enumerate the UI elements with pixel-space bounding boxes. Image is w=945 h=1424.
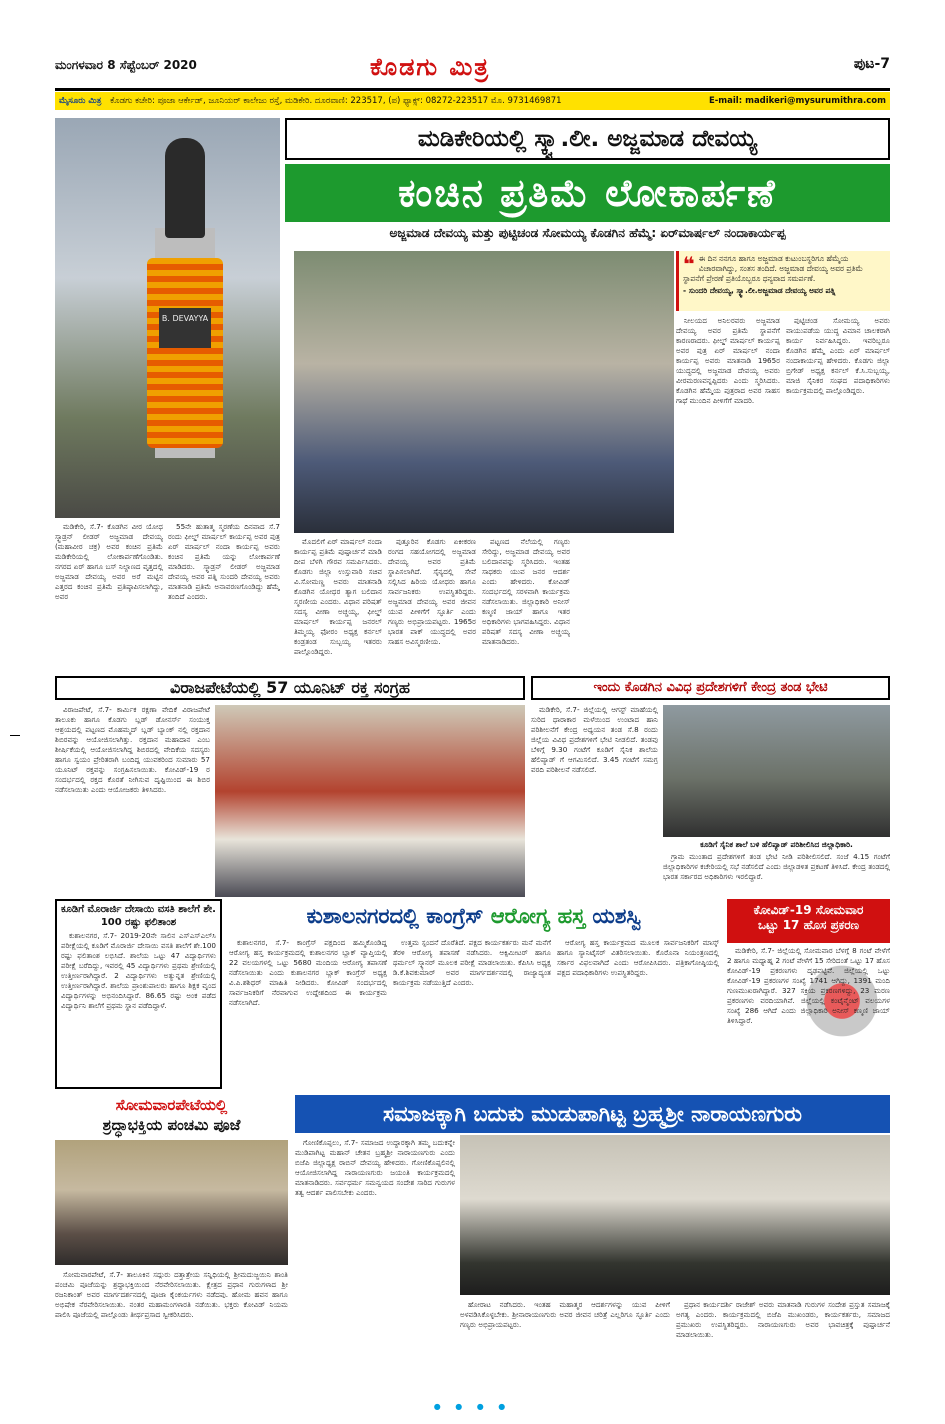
masthead-rule xyxy=(55,88,890,91)
temple-headline-2: ಶ್ರದ್ಧಾಭಕ್ತಿಯ ಪಂಚಮಿ ಪೂಜೆ xyxy=(102,1116,241,1134)
strip-email[interactable]: E-mail: madikeri@mysurumithra.com xyxy=(708,96,886,106)
lead-headline: ಕಂಚಿನ ಪ್ರತಿಮೆ ಲೋಕಾರ್ಪಣೆ xyxy=(285,164,890,222)
team-column-2: ಗ್ರಾಮ ಮುಂತಾದ ಪ್ರದೇಶಗಳಿಗೆ ತಂಡ ಭೇಟಿ ನೀಡಿ ಪರಿಶೀಲಿಸಲಿದೆ. ಸಂಜೆ 4.15 ಗಂಟೆಗೆ ಜಿಲ್ಲಾಧಿಕಾರಿಗಳ ಕಚೇರಿಯಲ್ಲಿ ಸಭೆ ನಡೆಸಲಿದೆ ಎಂದು ಜಿಲ್ಲಾಡಳಿತ ಪ್ರಕಟಣೆ ತಿಳಿಸಿದೆ. ಕೇಂದ್ರ ತಂಡದಲ್ಲಿ ಭಾರತ ಸರ್ಕಾರದ ಅಧಿಕಾರಿಗಳು ಇರಲಿದ್ದಾರೆ. xyxy=(663,852,890,881)
covid-body: ಮಡಿಕೇರಿ, ಸೆ.7- ಜಿಲ್ಲೆಯಲ್ಲಿ ಸೋಮವಾರ ಬೆಳಗ್ಗೆ 8 ಗಂಟೆ ವೇಳೆಗೆ 2 ಹಾಗೂ ಮಧ್ಯಾಹ್ನ 2 ಗಂಟೆ ವೇಳೆಗೆ 15 ಸೇರಿದಂತೆ ಒಟ್ಟು 17 ಹೊಸ ಕೋವಿಡ್-19 ಪ್ರಕರಣಗಳು ದೃಢಪಟ್ಟಿವೆ. ಜಿಲ್ಲೆಯಲ್ಲಿ ಒಟ್ಟು ಕೋವಿಡ್-19 ಪ್ರಕರಣಗಳ ಸಂಖ್ಯೆ 1741 ಆಗಿದ್ದು, 1391 ಮಂದಿ ಗುಣಮುಖರಾಗಿದ್ದಾರೆ. 327 ಸಕ್ರಿಯ ಪ್ರಕರಣಗಳಿದ್ದು, 23 ಮರಣ ಪ್ರಕರಣಗಳು ವರದಿಯಾಗಿವೆ. ಜಿಲ್ಲೆಯಲ್ಲಿ ಕಂಟೈನ್ಮೆಂಟ್ ವಲಯಗಳ ಸಂಖ್ಯೆ 286 ಆಗಿದೆ ಎಂದು ಜಿಲ್ಲಾಧಿಕಾರಿ ಅನೀಸ್ ಕಣ್ಮಣಿ ಜಾಯ್ ತಿಳಿಸಿದ್ದಾರೆ. xyxy=(727,946,890,1025)
blood-headline: ವಿರಾಜಪೇಟೆಯಲ್ಲಿ 57 ಯೂನಿಟ್ ರಕ್ತ ಸಂಗ್ರಹ xyxy=(55,676,525,700)
masthead xyxy=(55,52,890,90)
team-column-1: ಮಡಿಕೇರಿ, ಸೆ.7- ಜಿಲ್ಲೆಯಲ್ಲಿ ಆಗಸ್ಟ್ ಮಾಹೆಯಲ್ಲಿ ಸುರಿದ ಧಾರಾಕಾರ ಮಳೆಯಿಂದ ಉಂಟಾದ ಹಾನಿ ಪರಿಶೀಲನೆಗೆ ಕೇಂದ್ರ ಅಧ್ಯಯನ ತಂಡ ಸೆ.8 ರಂದು ಜಿಲ್ಲೆಯ ವಿವಿಧ ಪ್ರದೇಶಗಳಿಗೆ ಭೇಟಿ ನೀಡಲಿದೆ. ತಂಡವು ಬೆಳಿಗ್ಗೆ 9.30 ಗಂಟೆಗೆ ಕೂಡಿಗೆ ಸೈನಿಕ ಶಾಲೆಯ ಹೆಲಿಪ್ಯಾಡ್ ಗೆ ಆಗಮಿಸಲಿದೆ. 3.45 ಗಂಟೆಗೆ ಸಮಗ್ರ ವರದಿ ಪರಿಶೀಲನೆ ನಡೆಸಲಿದೆ. xyxy=(531,705,658,774)
lead-column-7: ಪುಟ್ಟಿಚಂಡ ಸೋಮಯ್ಯ ಅವರು ವಾಯುಪಡೆಯ ಯುದ್ಧ ವಿಮಾನ ಚಾಲಕರಾಗಿ ಕಾರ್ಯ ನಿರ್ವಹಿಸಿದ್ದರು. ಇವರಿಬ್ಬರೂ ಕೊಡಗಿನ ಹೆಮ್ಮೆ ಎಂದು ಏರ್ ಮಾರ್ಷಲ್ ನಂದಾಕಾರ್ಯಪ್ಪ ಹೇಳಿದರು. ಕೊಡಗು ಜಿಲ್ಲಾ ಬ್ರಿಗೇಡ್ ಅಧ್ಯಕ್ಷ ಕರ್ನಲ್ ಕೆ.ಸಿ.ಸುಬ್ಬಯ್ಯ, ಮಾಜಿ ಸೈನಿಕರ ಸಂಘದ ಪದಾಧಿಕಾರಿಗಳು ಕಾರ್ಯಕ್ರಮದಲ್ಲಿ ಪಾಲ್ಗೊಂಡಿದ್ದರು. xyxy=(786,316,890,395)
school-body: ಕುಶಾಲನಗರ, ಸೆ.7- 2019-20ನೇ ಸಾಲಿನ ಎಸ್ಎಸ್ಎಲ್‌ಸಿ ಪರೀಕ್ಷೆಯಲ್ಲಿ ಕೂಡಿಗೆ ಮೊರಾರ್ಜಿ ದೇಸಾಯಿ ವಸತಿ ಶಾಲೆಗೆ ಶೇ.100 ರಷ್ಟು ಫಲಿತಾಂಶ ಲಭಿಸಿದೆ. ಶಾಲೆಯ ಒಟ್ಟು 47 ವಿದ್ಯಾರ್ಥಿಗಳು ಪರೀಕ್ಷೆ ಬರೆದಿದ್ದು, ಇವರಲ್ಲಿ 45 ವಿದ್ಯಾರ್ಥಿಗಳು ಪ್ರಥಮ ಶ್ರೇಣಿಯಲ್ಲಿ ಉತ್ತೀರ್ಣರಾಗಿದ್ದಾರೆ. 2 ವಿದ್ಯಾರ್ಥಿಗಳು ಅತ್ಯುನ್ನತ ಶ್ರೇಣಿಯಲ್ಲಿ ಉತ್ತೀರ್ಣರಾಗಿದ್ದಾರೆ. ಶಾಲೆಯ ಪ್ರಾಂಶುಪಾಲರು ಹಾಗೂ ಶಿಕ್ಷಕ ವೃಂದ ವಿದ್ಯಾರ್ಥಿಗಳನ್ನು ಅಭಿನಂದಿಸಿದ್ದಾರೆ. 86.65 ರಷ್ಟು ಅಂಕ ಪಡೆದ ವಿದ್ಯಾರ್ಥಿನಿ ಶಾಲೆಗೆ ಪ್ರಥಮ ಸ್ಥಾನ ಪಡೆದಿದ್ದಾಳೆ. xyxy=(61,931,216,1010)
camp-column-3: ಆರೋಗ್ಯ ಹಸ್ತ ಕಾರ್ಯಕ್ರಮದ ಮೂಲಕ ಸಾರ್ವಜನಿಕರಿಗೆ ಮಾಸ್ಕ್ ಹಾಗೂ ಸ್ಯಾನಿಟೈಸರ್ ವಿತರಿಸಲಾಯಿತು. ಕೊರೊನಾ ನಿಯಂತ್ರಣದಲ್ಲಿ ಸರ್ಕಾರ ವಿಫಲವಾಗಿದೆ ಎಂದು ಆರೋಪಿಸಿದರು. ಪತ್ರಿಕಾಗೋಷ್ಠಿಯಲ್ಲಿ ಪಕ್ಷದ ಪದಾಧಿಕಾರಿಗಳು ಉಪಸ್ಥಿತರಿದ್ದರು. xyxy=(557,938,719,977)
salute-photo xyxy=(294,251,674,533)
quote-icon: ❝ xyxy=(683,252,695,276)
temple-body: ಸೋಮವಾರಪೇಟೆ, ಸೆ.7- ತಾಲೂಕಿನ ಸದ್ಗುರು ದತ್ತಾತ್ರೇಯ ಸನ್ನಿಧಿಯಲ್ಲಿ ಶ್ರೀಮದುಜ್ಜಯಿನಿ ಶಾಂತಿ ಪಂಚಮಿ ಪೂಜೆಯನ್ನು ಶ್ರದ್ಧಾಭಕ್ತಿಯಿಂದ ನೆರವೇರಿಸಲಾಯಿತು. ಕ್ಷೇತ್ರದ ಪ್ರಧಾನ ಗುರುಗಳಾದ ಶ್ರೀ ರಜನಿಕಾಂತ್ ಅವರ ಮಾರ್ಗದರ್ಶನದಲ್ಲಿ ಪೂಜಾ ಕೈಂಕರ್ಯಗಳು ನಡೆದವು. ಹೋಮ ಹವನ ಹಾಗೂ ಅಭಿಷೇಕ ನೆರವೇರಿಸಲಾಯಿತು. ನಂತರ ಮಹಾಮಂಗಳಾರತಿ ನಡೆಯಿತು. ಭಕ್ತರು ಕೋವಿಡ್ ನಿಯಮ ಪಾಲಿಸಿ ಪೂಜೆಯಲ್ಲಿ ಪಾಲ್ಗೊಂಡು ತೀರ್ಥಪ್ರಸಾದ ಸ್ವೀಕರಿಸಿದರು. xyxy=(55,1270,288,1319)
newspaper-logo: ಕೊಡಗು ಮಿತ್ರ xyxy=(370,52,491,81)
lead-subhead: ಅಜ್ಜಮಾಡ ದೇವಯ್ಯ ಮತ್ತು ಪುಟ್ಟಿಚಂಡ ಸೋಮಯ್ಯ ಕೊಡಗಿನ ಹೆಮ್ಮೆ: ಏರ್‌ಮಾರ್ಷಲ್ ನಂದಾಕಾರ್ಯಪ್ಪ xyxy=(389,226,786,240)
lead-column-1: ಮಡಿಕೇರಿ, ಸೆ.7- ಕೊಡಗಿನ ವೀರ ಯೋಧ ಸ್ಕ್ವಾಡ್ರನ್ ಲೀಡರ್ ಅಜ್ಜಮಾಡ ದೇವಯ್ಯ (ಮಹಾವೀರ ಚಕ್ರ) ಅವರ ಕಂಚಿನ ಪ್ರತಿಮೆ ಮಡಿಕೇರಿಯಲ್ಲಿ ಲೋಕಾರ್ಪಣೆಗೊಂಡಿತು. ನಗರದ ಏರ್ ಹಾಗೂ ಬಸ್ ನಿಲ್ದಾಣದ ವೃತ್ತದಲ್ಲಿ ಅಜ್ಜಮಾಡ ದೇವಯ್ಯ ಅವರ ಅರೆ ಮಟ್ಟಿನ ಎತ್ತರದ ಕಂಚಿನ ಪ್ರತಿಮೆ ಪ್ರತಿಷ್ಠಾಪಿಸಲಾಗಿದ್ದು, ಅವರ xyxy=(55,522,163,601)
lead-column-2: 55ನೇ ಹುತಾತ್ಮ ಸ್ಮರಣೆಯ ದಿನವಾದ ಸೆ.7 ರಂದು ಫೀಲ್ಡ್ ಮಾರ್ಷಲ್ ಕಾರ್ಯಪ್ಪ ಅವರ ಪುತ್ರ ಏರ್ ಮಾರ್ಷಲ್ ನಂದಾ ಕಾರ್ಯಪ್ಪ ಅವರು ಕಂಚಿನ ಪ್ರತಿಮೆ ಯನ್ನು ಲೋಕಾರ್ಪಣೆ ಮಾಡಿದರು. ಸ್ಕ್ವಾಡ್ರನ್ ಲೀಡರ್ ಅಜ್ಜಮಾಡ ದೇವಯ್ಯ ಅವರ ಪತ್ನಿ ಸುಂದರಿ ದೇವಯ್ಯ ಅವರು ಮಾತನಾಡಿ ಪ್ರತಿಮೆ ಅನಾವರಣಗೊಂಡಿದ್ದು ಹೆಮ್ಮೆ ತಂದಿದೆ ಎಂದರು. xyxy=(168,522,280,601)
lead-column-3: ಮೊದಲಿಗೆ ಏರ್ ಮಾರ್ಷಲ್ ನಂದಾ ಕಾರ್ಯಪ್ಪ ಪ್ರತಿಮೆ ಪುಷ್ಪಾರ್ಚನೆ ಮಾಡಿ ದೀಪ ಬೆಳಗಿ ಗೌರವ ಸಮರ್ಪಿಸಿದರು. ಕೊಡಗು ಜಿಲ್ಲಾ ಉಸ್ತುವಾರಿ ಸಚಿವ ವಿ.ಸೋಮಣ್ಣ ಅವರು ಮಾತನಾಡಿ ಕೊಡಗಿನ ಯೋಧರ ತ್ಯಾಗ ಬಲಿದಾನ ಸ್ಮರಣೀಯ ಎಂದರು. ವಿಧಾನ ಪರಿಷತ್ ಸದಸ್ಯ ವೀಣಾ ಅಚ್ಚಯ್ಯ, ಫೀಲ್ಡ್ ಮಾರ್ಷಲ್ ಕಾರ್ಯಪ್ಪ ಜನರಲ್ ತಿಮ್ಮಯ್ಯ ಫೋರಂ ಅಧ್ಯಕ್ಷ ಕರ್ನಲ್ ಕಂಡ್ರತಂಡ ಸುಬ್ಬಯ್ಯ ಇತರರು ಪಾಲ್ಗೊಂಡಿದ್ದರು. xyxy=(294,537,382,656)
helipad-photo xyxy=(663,705,890,837)
quote-box xyxy=(676,251,890,311)
team-headline: ಇಂದು ಕೊಡಗಿನ ವಿವಿಧ ಪ್ರದೇಶಗಳಿಗೆ ಕೇಂದ್ರ ತಂಡ ಭೇಟಿ xyxy=(531,676,890,700)
blood-camp-photo xyxy=(215,705,525,897)
statue-photo xyxy=(55,118,280,518)
lead-column-4: ಪುತ್ತೂರಿನ ಕೊಡಗು ಏಕೀಕರಣ ರಂಗದ ಸಹಯೋಗದಲ್ಲಿ ಅಜ್ಜಮಾಡ ದೇವಯ್ಯ ಅವರ ಪ್ರತಿಮೆ ಸ್ಥಾಪಿಸಲಾಗಿದೆ. ಸೈನ್ಯದಲ್ಲಿ ಸೇವೆ ಸಲ್ಲಿಸಿದ ಹಿರಿಯ ಯೋಧರು ಹಾಗೂ ಸಾರ್ವಜನಿಕರು ಉಪಸ್ಥಿತರಿದ್ದರು. ಅಜ್ಜಮಾಡ ದೇವಯ್ಯ ಅವರ ಜೀವನ ಯುವ ಪೀಳಿಗೆಗೆ ಸ್ಫೂರ್ತಿ ಎಂದು ಗಣ್ಯರು ಅಭಿಪ್ರಾಯಪಟ್ಟರು. 1965ರ ಭಾರತ ಪಾಕ್ ಯುದ್ಧದಲ್ಲಿ ಅವರ ಸಾಹಸ ಅವಿಸ್ಮರಣೀಯ. xyxy=(388,537,476,646)
lead-kicker: ಮಡಿಕೇರಿಯಲ್ಲಿ ಸ್ಕ್ವಾ.ಲೀ. ಅಜ್ಜಮಾಡ ದೇವಯ್ಯ xyxy=(285,118,890,160)
covid-headline-2: ಒಟ್ಟು 17 ಹೊಸ ಪ್ರಕರಣ xyxy=(757,918,860,932)
lead-column-5: ಪಟ್ಟಣದ ನೆಲೆಯಲ್ಲಿ ಗಣ್ಯರು ಸೇರಿದ್ದು, ಅಜ್ಜಮಾಡ ದೇವಯ್ಯ ಅವರ ಬಲಿದಾನವನ್ನು ಸ್ಮರಿಸಿದರು. ಇಂತಹ ಸಾಧಕರು ಯುವ ಜನರ ಆದರ್ಶ ಎಂದು ಹೇಳಿದರು. ಕೋವಿಡ್ ಸಂದರ್ಭದಲ್ಲಿ ಸರಳವಾಗಿ ಕಾರ್ಯಕ್ರಮ ನಡೆಸಲಾಯಿತು. ಜಿಲ್ಲಾಧಿಕಾರಿ ಅನೀಸ್ ಕಣ್ಮಣಿ ಜಾಯ್ ಹಾಗೂ ಇತರ ಅಧಿಕಾರಿಗಳು ಭಾಗವಹಿಸಿದ್ದರು. ವಿಧಾನ ಪರಿಷತ್ ಸದಸ್ಯ ವೀಣಾ ಅಚ್ಚಯ್ಯ ಮಾತನಾಡಿದರು. xyxy=(482,537,570,646)
page-number: ಪುಟ-7 xyxy=(853,56,890,72)
school-headline: ಕೂಡಿಗೆ ಮೊರಾರ್ಜಿ ದೇಸಾಯಿ ವಸತಿ ಶಾಲೆಗೆ ಶೇ. 100 ರಷ್ಟು ಫಲಿತಾಂಶ xyxy=(61,904,216,928)
school-result-box xyxy=(55,899,222,1089)
covid-headline-1: ಕೋವಿಡ್-19 ಸೋಮವಾರ xyxy=(753,903,864,917)
blood-column-1: ವಿರಾಜಪೇಟೆ, ಸೆ.7- ಕಾರ್ಮಿಕ ರಕ್ಷಣಾ ವೇದಿಕೆ ವಿರಾಜಪೇಟೆ ತಾಲೂಕು ಹಾಗೂ ಕೊಡಗು ಬ್ಲಡ್ ಡೋನರ್ಸ್ ಸಂಯುಕ್ತ ಆಶ್ರಯದಲ್ಲಿ ಪಟ್ಟಣದ ಮೊಹಮ್ಮದ್ ಬ್ಲಡ್ ಬ್ಯಾಂಕ್ ನಲ್ಲಿ ರಕ್ತದಾನ ಶಿಬಿರವನ್ನು ಆಯೋಜಿಸಲಾಗಿತ್ತು. ರಕ್ತದಾನ ಮಹಾದಾನ ಎಂಬ ಶೀರ್ಷಿಕೆಯಲ್ಲಿ ಆಯೋಜಿಸಲಾಗಿದ್ದ ಶಿಬಿರದಲ್ಲಿ ವೇದಿಕೆಯ ಸದಸ್ಯರು ಹಾಗೂ ಸ್ವಯಂ ಪ್ರೇರಿತರಾಗಿ ಬಂದಿದ್ದ ಯುವಕರಿಂದ ಸುಮಾರು 57 ಯೂನಿಟ್ ರಕ್ತವನ್ನು ಸಂಗ್ರಹಿಸಲಾಯಿತು. ಕೋವಿಡ್-19 ರ ಸಂದರ್ಭದಲ್ಲಿ ರಕ್ತದ ಕೊರತೆ ನೀಗಿಸುವ ದೃಷ್ಟಿಯಿಂದ ಈ ಶಿಬಿರ ನಡೆಸಲಾಯಿತು ಎಂದು ಆಯೋಜಕರು ತಿಳಿಸಿದರು. xyxy=(55,705,210,794)
lamp-lighting-photo xyxy=(460,1135,890,1295)
guru-headline: ಸಮಾಜಕ್ಕಾಗಿ ಬದುಕು ಮುಡುಪಾಗಿಟ್ಟ ಬ್ರಹ್ಮಶ್ರೀ ನಾರಾಯಣಗುರು xyxy=(295,1095,890,1133)
temple-photo xyxy=(55,1140,288,1265)
statue-plaque: B. DEVAYYA xyxy=(159,308,211,348)
temple-headline xyxy=(55,1095,288,1139)
strip-address: ಕೊಡಗು ಕಚೇರಿ: ಪೂಜಾ ಆರ್ಕೇಡ್, ಜೂನಿಯರ್ ಕಾಲೇಜು ರಸ್ತೆ, ಮಡಿಕೇರಿ. ದೂರವಾಣಿ: 223517, (ಪ) ಫ್ಯಾಕ್ಸ್: 08272-223517 ಮೊ. 9731469871 xyxy=(110,96,562,106)
guru-column-1: ಗೋಣಿಕೊಪ್ಪಲು, ಸೆ.7- ಸಮಾಜದ ಉದ್ಧಾರಕ್ಕಾಗಿ ತಮ್ಮ ಬದುಕನ್ನೇ ಮುಡಿಪಾಗಿಟ್ಟ ಮಹಾನ್ ಚೇತನ ಬ್ರಹ್ಮಶ್ರೀ ನಾರಾಯಣಗುರು ಎಂದು ಬಿಜೆಪಿ ಜಿಲ್ಲಾಧ್ಯಕ್ಷ ರಾಬಿನ್ ದೇವಯ್ಯ ಹೇಳಿದರು. ಗೋಣಿಕೊಪ್ಪಲಿನಲ್ಲಿ ಆಯೋಜಿಸಲಾಗಿದ್ದ ನಾರಾಯಣಗುರು ಜಯಂತಿ ಕಾರ್ಯಕ್ರಮದಲ್ಲಿ ಮಾತನಾಡಿದರು. ಸರ್ವಧರ್ಮ ಸಮನ್ವಯದ ಸಂದೇಶ ಸಾರಿದ ಗುರುಗಳ ತತ್ವ ಆದರ್ಶ ಪಾಲಿಸಬೇಕು ಎಂದರು. xyxy=(295,1138,455,1197)
camp-headline-b: ಆರೋಗ್ಯ ಹಸ್ತ xyxy=(490,904,586,928)
strip-brand: ಮೈಸೂರು ಮಿತ್ರ xyxy=(59,96,102,106)
lead-column-6: ನೀಲಯದ ಅನಿಲರವರು ಅಜ್ಜಮಾಡ ದೇವಯ್ಯ ಅವರ ಪ್ರತಿಮೆ ಸ್ಥಾಪನೆಗೆ ಕಾರಣರಾದರು. ಫೀಲ್ಡ್ ಮಾರ್ಷಲ್ ಕಾರ್ಯಪ್ಪ ಅವರ ಪುತ್ರ ಏರ್ ಮಾರ್ಷಲ್ ನಂದಾ ಕಾರ್ಯಪ್ಪ ಅವರು ಮಾತನಾಡಿ 1965ರ ಯುದ್ಧದಲ್ಲಿ ಅಜ್ಜಮಾಡ ದೇವಯ್ಯ ಅವರು ವೀರಮರಣವನ್ನಪ್ಪಿದರು ಎಂದು ಸ್ಮರಿಸಿದರು. ಕೊಡಗಿನ ಹೆಮ್ಮೆಯ ಪುತ್ರರಾದ ಅವರ ಸಾಹಸ ಗಾಥೆ ಮುಂದಿನ ಪೀಳಿಗೆಗೆ ಮಾದರಿ. xyxy=(676,316,780,405)
quote-text: ಈ ದಿನ ನನಗೂ ಹಾಗೂ ಅಜ್ಜಮಾಡ ಕುಟುಂಬಸ್ಥರಿಗೂ ಹೆಮ್ಮೆಯ ವಿಚಾರವಾಗಿದ್ದು, ಸಂತಸ ತಂದಿದೆ. ಅಜ್ಜಮಾಡ ದೇವಯ್ಯ ಅವರ ಪ್ರತಿಮೆ ಸ್ಥಾಪನೆಗೆ ಪ್ರೇರಣೆ ಪ್ರತಿಯೊಬ್ಬರೂ ಧನ್ಯವಾದ ಸಮರ್ಪಣೆ. xyxy=(683,254,863,283)
quote-attribution: - ಸುಂದರಿ ದೇವಯ್ಯ, ಸ್ಕ್ವಾ.ಲೀ.ಅಜ್ಜಮಾಡ ದೇವಯ್ಯ ಅವರ ಪತ್ನಿ xyxy=(683,286,836,295)
registration-marks: ● ● ● ● xyxy=(433,1402,512,1411)
guru-column-3: ಪ್ರಧಾನ ಕಾರ್ಯದರ್ಶಿ ರಾಜೇಶ್ ಅವರು ಮಾತನಾಡಿ ಗುರುಗಳ ಸಂದೇಶ ಪ್ರಸ್ತುತ ಸಮಾಜಕ್ಕೆ ಅಗತ್ಯ ಎಂದರು. ಕಾರ್ಯಕ್ರಮದಲ್ಲಿ ಬಿಜೆಪಿ ಮುಖಂಡರು, ಕಾರ್ಯಕರ್ತರು, ಸಮಾಜದ ಪ್ರಮುಖರು ಉಪಸ್ಥಿತರಿದ್ದರು. ನಾರಾಯಣಗುರು ಅವರ ಭಾವಚಿತ್ರಕ್ಕೆ ಪುಷ್ಪಾರ್ಚನೆ ಮಾಡಲಾಯಿತು. xyxy=(676,1300,890,1339)
camp-headline-a: ಕುಶಾಲನಗರದಲ್ಲಿ ಕಾಂಗ್ರೆಸ್ xyxy=(306,904,484,928)
camp-headline-c: ಯಶಸ್ವಿ xyxy=(592,904,642,928)
camp-column-1: ಕುಶಾಲನಗರ, ಸೆ.7- ಕಾಂಗ್ರೆಸ್ ಪಕ್ಷದಿಂದ ಹಮ್ಮಿಕೊಂಡಿದ್ದ ಆರೋಗ್ಯ ಹಸ್ತ ಕಾರ್ಯಕ್ರಮದಲ್ಲಿ ಕುಶಾಲನಗರ ಬ್ಲಾಕ್ ವ್ಯಾಪ್ತಿಯಲ್ಲಿ 22 ವಲಯಗಳಲ್ಲಿ ಒಟ್ಟು 5680 ಮಂದಿಯ ಆರೋಗ್ಯ ತಪಾಸಣೆ ನಡೆಸಲಾಯಿತು ಎಂದು ಕುಶಾಲನಗರ ಬ್ಲಾಕ್ ಕಾಂಗ್ರೆಸ್ ಅಧ್ಯಕ್ಷ ವಿ.ಪಿ.ಶಶಿಧರ್ ಮಾಹಿತಿ ನೀಡಿದರು. ಕೋವಿಡ್ ಸಂದರ್ಭದಲ್ಲಿ ಸಾರ್ವಜನಿಕರಿಗೆ ನೆರವಾಗುವ ಉದ್ದೇಶದಿಂದ ಈ ಕಾರ್ಯಕ್ರಮ ನಡೆಸಲಾಗಿದೆ. xyxy=(229,938,387,1007)
temple-headline-1: ಸೋಮವಾರಪೇಟೆಯಲ್ಲಿ xyxy=(115,1096,228,1114)
covid-headline xyxy=(727,899,890,943)
bronze-statue xyxy=(165,138,205,238)
issue-date: ಮಂಗಳವಾರ 8 ಸೆಪ್ಟೆಂಬರ್ 2020 xyxy=(55,58,197,72)
camp-headline xyxy=(229,899,719,933)
crop-mark xyxy=(10,735,20,736)
guru-column-2: ಹೋರಾಟ ನಡೆಸಿದರು. ಇಂತಹ ಮಹಾತ್ಮರ ಆದರ್ಶಗಳನ್ನು ಯುವ ಪೀಳಿಗೆ ಅಳವಡಿಸಿಕೊಳ್ಳಬೇಕು. ಶ್ರೀನಾರಾಯಣಗುರು ಅವರ ಜೀವನ ಚರಿತ್ರೆ ಎಲ್ಲರಿಗೂ ಸ್ಫೂರ್ತಿ ಎಂದು ಗಣ್ಯರು ಅಭಿಪ್ರಾಯಪಟ್ಟರು. xyxy=(460,1300,670,1329)
flower-garland xyxy=(147,258,223,448)
office-strip xyxy=(55,92,890,110)
team-photo-caption: ಕೂಡಿಗೆ ಸೈನಿಕ ಶಾಲೆ ಬಳಿ ಹೆಲಿಪ್ಯಾಡ್ ಪರಿಶೀಲಿಸಿದ ಜಿಲ್ಲಾಧಿಕಾರಿ. xyxy=(700,840,853,849)
camp-column-2: ಉತ್ತಮ ಸ್ಪಂದನೆ ದೊರೆತಿದೆ. ಪಕ್ಷದ ಕಾರ್ಯಕರ್ತರು ಮನೆ ಮನೆಗೆ ತೆರಳಿ ಆರೋಗ್ಯ ತಪಾಸಣೆ ನಡೆಸಿದರು. ಆಕ್ಸಿಮೀಟರ್ ಹಾಗೂ ಥರ್ಮಲ್ ಸ್ಕ್ಯಾನರ್ ಮೂಲಕ ಪರೀಕ್ಷೆ ಮಾಡಲಾಯಿತು. ಕೆಪಿಸಿಸಿ ಅಧ್ಯಕ್ಷ ಡಿ.ಕೆ.ಶಿವಕುಮಾರ್ ಅವರ ಮಾರ್ಗದರ್ಶನದಲ್ಲಿ ರಾಜ್ಯಾದ್ಯಂತ ಕಾರ್ಯಕ್ರಮ ನಡೆಯುತ್ತಿದೆ ಎಂದರು. xyxy=(393,938,551,987)
